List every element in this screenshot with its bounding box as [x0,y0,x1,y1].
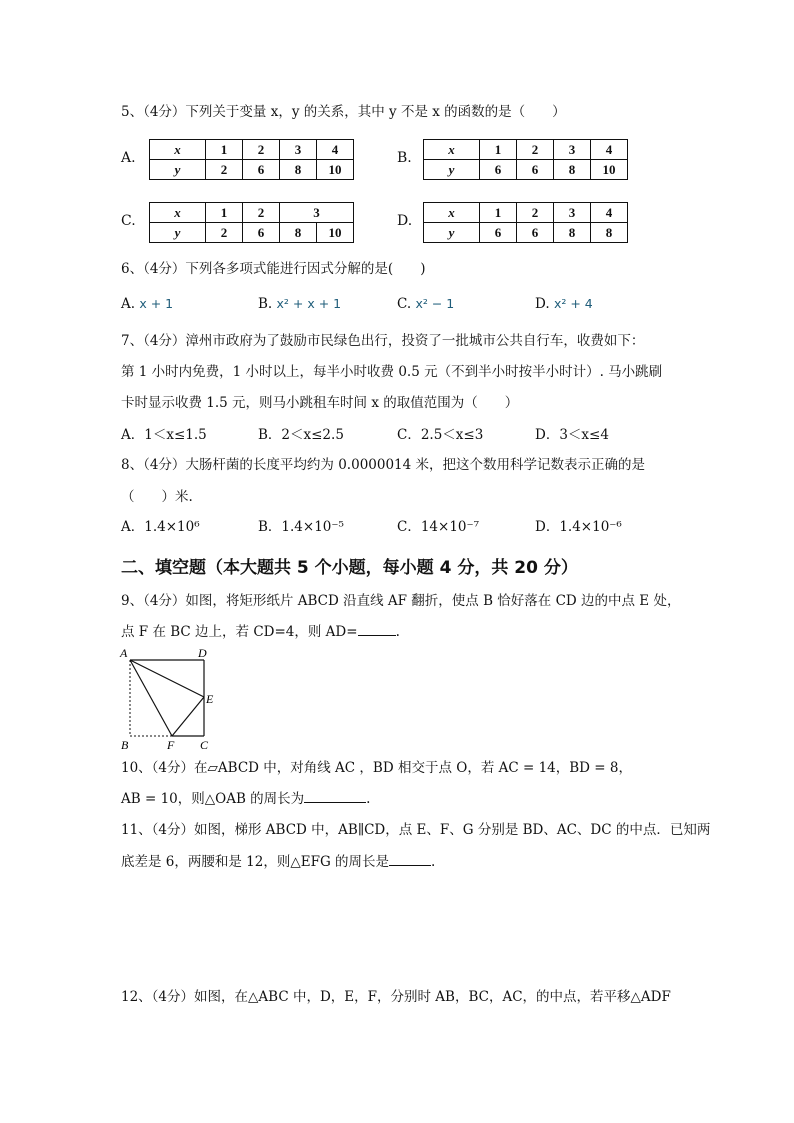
table-cell: 4 [591,140,628,160]
table-cell: 1 [480,203,517,223]
q6-option-d-label: D. [535,296,550,312]
answer-blank [389,852,431,866]
q8-line-2: （ ）米. [121,489,193,505]
table-cell: 6 [480,223,517,243]
q6-option-a [121,294,173,314]
q7-option-c: C．2.5＜x≤3 [397,427,484,443]
table-cell: 2 [517,203,554,223]
table-cell: 2 [206,223,243,243]
fold-line-af [130,660,172,736]
answer-blank [358,622,396,636]
q10-line-2 [121,789,370,809]
q5-table-c [149,202,354,243]
q8-option-d: D．1.4×10⁻⁶ [535,519,622,535]
table-cell: 3 [554,140,591,160]
table-cell: 1 [480,140,517,160]
table-cell: 2 [517,140,554,160]
q10-line-2-text: AB = 10，则△OAB 的周长为 [121,791,305,807]
point-d-label: D [198,646,207,660]
point-c-label: C [200,738,209,752]
q11-line-1: 11、（4分）如图，梯形 ABCD 中，AB∥CD，点 E、F、G 分别是 BD、AC、DC 的中点．已知两 [121,822,711,838]
q6-option-b-label: B. [258,296,273,312]
q6-option-a-text: x + 1 [139,296,174,311]
q7-line-3: 卡时显示收费 1.5 元，则马小跳租车时间 x 的取值范围为（ ） [121,395,519,411]
q11-line-2-text: 底差是 6，两腰和是 12，则△EFG 的周长是 [121,854,390,870]
q7-option-d: D．3＜x≤4 [535,427,609,443]
point-f-label: F [167,738,175,752]
table-cell: 2 [243,203,280,223]
q10-line-2-end: . [366,791,371,807]
table-cell: 2 [206,160,243,180]
table-cell: 8 [554,223,591,243]
q10-line-1: 10、（4分）在▱ABCD 中，对角线 AC ，BD 相交于点 O，若 AC = 14，BD = 8， [121,760,632,776]
table-header-x: x [150,140,206,160]
table-cell: 1 [206,203,243,223]
q9-line-2-text: 点 F 在 BC 边上，若 CD=4，则 AD= [121,624,358,640]
table-cell: 4 [591,203,628,223]
q9-figure [116,644,218,754]
segment-fe [172,697,204,736]
q6-option-d [535,294,593,314]
q5-table-d [423,202,628,243]
table-cell: 6 [243,160,280,180]
table-header-y: y [150,223,206,243]
q6-option-c-text: x² − 1 [415,296,455,311]
q7-line-2: 第 1 小时内免费，1 小时以上，每半小时收费 0.5 元（不到半小时按半小时计）. 马小跳刷 [121,364,663,380]
table-cell: 6 [517,223,554,243]
q6-stem: 6、（4分）下列各多项式能进行因式分解的是( ) [121,261,426,277]
q8-line-1: 8、（4分）大肠杆菌的长度平均约为 0.0000014 米，把这个数用科学记数表示正确的是 [121,457,646,473]
table-header-y: y [424,223,480,243]
q8-option-a: A．1.4×10⁶ [121,519,200,535]
q7-option-a: A．1＜x≤1.5 [121,427,207,443]
table-header-y: y [424,160,480,180]
table-cell: 10 [317,223,354,243]
table-cell: 2 [243,140,280,160]
q8-option-b: B．1.4×10⁻⁵ [258,519,344,535]
table-cell: 6 [480,160,517,180]
q6-option-c-label: C. [397,296,412,312]
point-a-label: A [120,646,128,660]
q5-table-b [423,139,628,180]
q5-option-c-label: C. [121,213,136,229]
table-cell: 6 [517,160,554,180]
q6-option-d-text: x² + 4 [553,296,593,311]
table-cell: 4 [317,140,354,160]
table-cell: 1 [206,140,243,160]
q6-option-c [397,294,454,314]
q6-option-b [258,294,341,314]
table-header-x: x [424,140,480,160]
q8-option-c: C．14×10⁻⁷ [397,519,480,535]
q11-line-2 [121,852,435,872]
q9-line-1: 9、（4分）如图，将矩形纸片 ABCD 沿直线 AF 翻折，使点 B 恰好落在 CD 边的中点 E 处， [121,593,681,609]
point-e-label: E [206,692,214,706]
q5-table-a [149,139,354,180]
segment-ae [130,660,204,697]
table-cell: 8 [591,223,628,243]
table-header-y: y [150,160,206,180]
q12-line-1: 12、（4分）如图，在△ABC 中，D，E，F，分别时 AB，BC，AC，的中点，若平移△ADF [121,989,671,1005]
q5-option-a-label: A. [121,150,136,166]
q6-option-a-label: A. [121,296,136,312]
table-cell: 8 [280,223,317,243]
q5-option-b-label: B. [397,150,412,166]
q7-line-1: 7、（4分）漳州市政府为了鼓励市民绿色出行，投资了一批城市公共自行车，收费如下： [121,333,645,349]
point-b-label: B [121,738,129,752]
table-cell: 8 [280,160,317,180]
section-heading: 二、填空题（本大题共 5 个小题，每小题 4 分，共 20 分） [121,558,578,578]
table-cell: 3 [554,203,591,223]
q6-option-b-text: x² + x + 1 [276,296,342,311]
table-header-x: x [424,203,480,223]
table-cell: 10 [317,160,354,180]
q9-line-2 [121,622,400,642]
table-cell: 8 [554,160,591,180]
table-cell: 10 [591,160,628,180]
table-cell: 3 [280,140,317,160]
q5-option-d-label: D. [397,213,413,229]
table-cell: 6 [243,223,280,243]
table-header-x: x [150,203,206,223]
table-cell: 3 [280,203,354,223]
q5-stem: 5、（4分）下列关于变量 x，y 的关系，其中 y 不是 x 的函数的是（ ） [121,104,566,120]
q7-option-b: B．2＜x≤2.5 [258,427,344,443]
q9-line-2-end: . [395,624,400,640]
answer-blank [304,789,366,803]
q11-line-2-end: . [431,854,436,870]
